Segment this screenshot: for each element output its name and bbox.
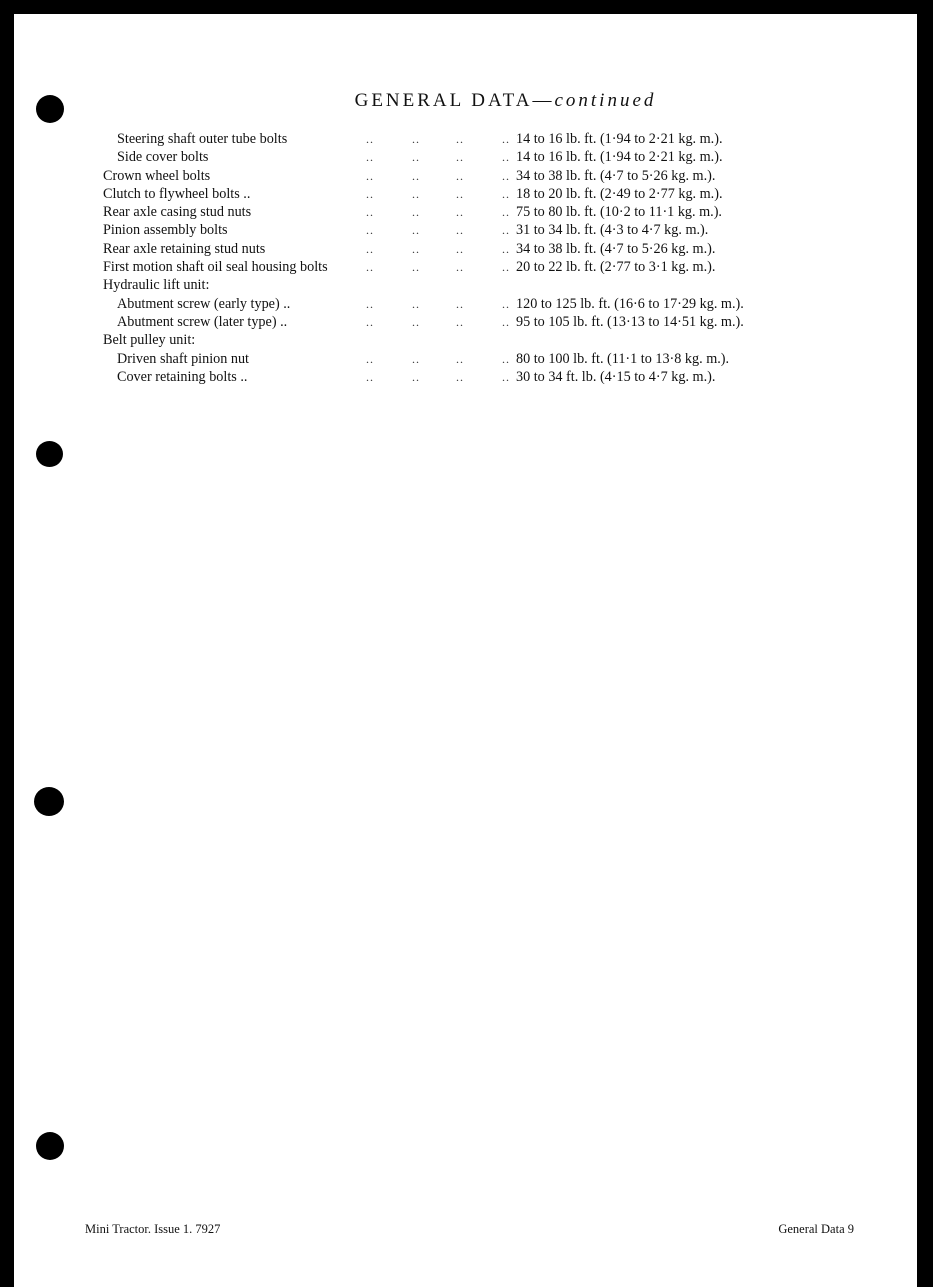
table-row: [14, 331, 917, 349]
row-label: Belt pulley unit:: [103, 332, 196, 349]
table-row: [14, 240, 917, 258]
leader-dots: ..: [412, 369, 420, 384]
row-label: Hydraulic lift unit:: [103, 277, 210, 294]
row-label: Abutment screw (later type) ..: [117, 313, 288, 330]
leader-dots: ..: [502, 351, 510, 366]
leader-dots: ..: [502, 205, 510, 220]
leader-dots: ..: [456, 168, 464, 183]
table-row: [14, 313, 917, 331]
leader-dots: ..: [502, 296, 510, 311]
row-value: 34 to 38 lb. ft. (4·7 to 5·26 kg. m.).: [516, 240, 716, 257]
leader-dots: ..: [366, 260, 374, 275]
punch-hole: [36, 1132, 64, 1160]
leader-dots: ..: [456, 241, 464, 256]
leader-dots: ..: [412, 132, 420, 146]
leader-dots: ..: [366, 186, 374, 201]
leader-dots: ..: [412, 260, 420, 275]
leader-dots: ..: [366, 223, 374, 238]
table-row: [14, 221, 917, 239]
leader-dots: ..: [456, 351, 464, 366]
row-value: 18 to 20 lb. ft. (2·49 to 2·77 kg. m.).: [516, 185, 723, 202]
leader-dots: ..: [502, 168, 510, 183]
row-value: 30 to 34 ft. lb. (4·15 to 4·7 kg. m.).: [516, 368, 716, 385]
table-row: [14, 295, 917, 313]
table-row: [14, 130, 917, 148]
leader-dots: ..: [412, 241, 420, 256]
footer-right: General Data 9: [778, 1222, 854, 1236]
leader-dots: ..: [456, 205, 464, 220]
table-row: [14, 167, 917, 185]
leader-dots: ..: [502, 260, 510, 275]
row-label: Rear axle retaining stud nuts: [103, 240, 266, 257]
leader-dots: ..: [412, 223, 420, 238]
row-label: Pinion assembly bolts: [103, 222, 228, 239]
table-row: [14, 276, 917, 294]
title-dash: —: [532, 90, 555, 111]
row-value: 31 to 34 lb. ft. (4·3 to 4·7 kg. m.).: [516, 222, 709, 239]
leader-dots: ..: [502, 223, 510, 238]
row-label: Abutment screw (early type) ..: [117, 295, 291, 312]
leader-dots: ..: [502, 186, 510, 201]
row-value: 20 to 22 lb. ft. (2·77 to 3·1 kg. m.).: [516, 259, 716, 276]
row-value: 14 to 16 lb. ft. (1·94 to 2·21 kg. m.).: [516, 149, 723, 166]
footer-left: Mini Tractor. Issue 1. 7927: [85, 1222, 221, 1236]
row-value: 95 to 105 lb. ft. (13·13 to 14·51 kg. m.).: [516, 313, 744, 330]
table-row: [14, 203, 917, 221]
table-row: [14, 258, 917, 276]
leader-dots: ..: [366, 150, 374, 165]
punch-hole: [36, 441, 63, 467]
document-page: [14, 14, 917, 1287]
row-label: Steering shaft outer tube bolts: [117, 131, 288, 147]
row-value: 75 to 80 lb. ft. (10·2 to 11·1 kg. m.).: [516, 204, 722, 221]
leader-dots: ..: [366, 168, 374, 183]
leader-dots: ..: [366, 314, 374, 329]
leader-dots: ..: [502, 314, 510, 329]
leader-dots: ..: [456, 223, 464, 238]
title-continued: continued: [554, 90, 657, 111]
row-label: Side cover bolts: [117, 149, 209, 166]
leader-dots: ..: [456, 369, 464, 384]
leader-dots: ..: [456, 260, 464, 275]
leader-dots: ..: [502, 132, 510, 146]
leader-dots: ..: [366, 369, 374, 384]
row-value: 14 to 16 lb. ft. (1·94 to 2·21 kg. m.).: [516, 131, 723, 147]
leader-dots: ..: [456, 186, 464, 201]
leader-dots: ..: [412, 205, 420, 220]
leader-dots: ..: [412, 186, 420, 201]
row-label: First motion shaft oil seal housing bolts: [103, 259, 328, 276]
table-row: [14, 350, 917, 368]
leader-dots: ..: [366, 132, 374, 146]
table-row: [14, 185, 917, 203]
leader-dots: ..: [456, 150, 464, 165]
title-text: GENERAL DATA: [354, 90, 533, 111]
leader-dots: ..: [412, 314, 420, 329]
punch-hole: [34, 787, 64, 816]
row-value: 34 to 38 lb. ft. (4·7 to 5·26 kg. m.).: [516, 167, 716, 184]
leader-dots: ..: [366, 351, 374, 366]
leader-dots: ..: [502, 369, 510, 384]
leader-dots: ..: [456, 314, 464, 329]
row-label: Rear axle casing stud nuts: [103, 204, 252, 221]
leader-dots: ..: [412, 150, 420, 165]
row-value: 80 to 100 lb. ft. (11·1 to 13·8 kg. m.).: [516, 350, 730, 367]
leader-dots: ..: [366, 296, 374, 311]
row-label: Cover retaining bolts ..: [117, 368, 248, 385]
leader-dots: ..: [456, 296, 464, 311]
leader-dots: ..: [502, 150, 510, 165]
leader-dots: ..: [366, 205, 374, 220]
leader-dots: ..: [366, 241, 374, 256]
row-label: Clutch to flywheel bolts ..: [103, 185, 251, 202]
leader-dots: ..: [412, 351, 420, 366]
table-row: [14, 368, 917, 386]
leader-dots: ..: [412, 296, 420, 311]
table-row: [14, 148, 917, 166]
leader-dots: ..: [412, 168, 420, 183]
page-title: [14, 90, 917, 112]
row-label: Driven shaft pinion nut: [117, 350, 250, 367]
leader-dots: ..: [502, 241, 510, 256]
row-label: Crown wheel bolts: [103, 167, 211, 184]
leader-dots: ..: [456, 132, 464, 146]
row-value: 120 to 125 lb. ft. (16·6 to 17·29 kg. m.).: [516, 295, 744, 312]
torque-table: [14, 130, 917, 386]
